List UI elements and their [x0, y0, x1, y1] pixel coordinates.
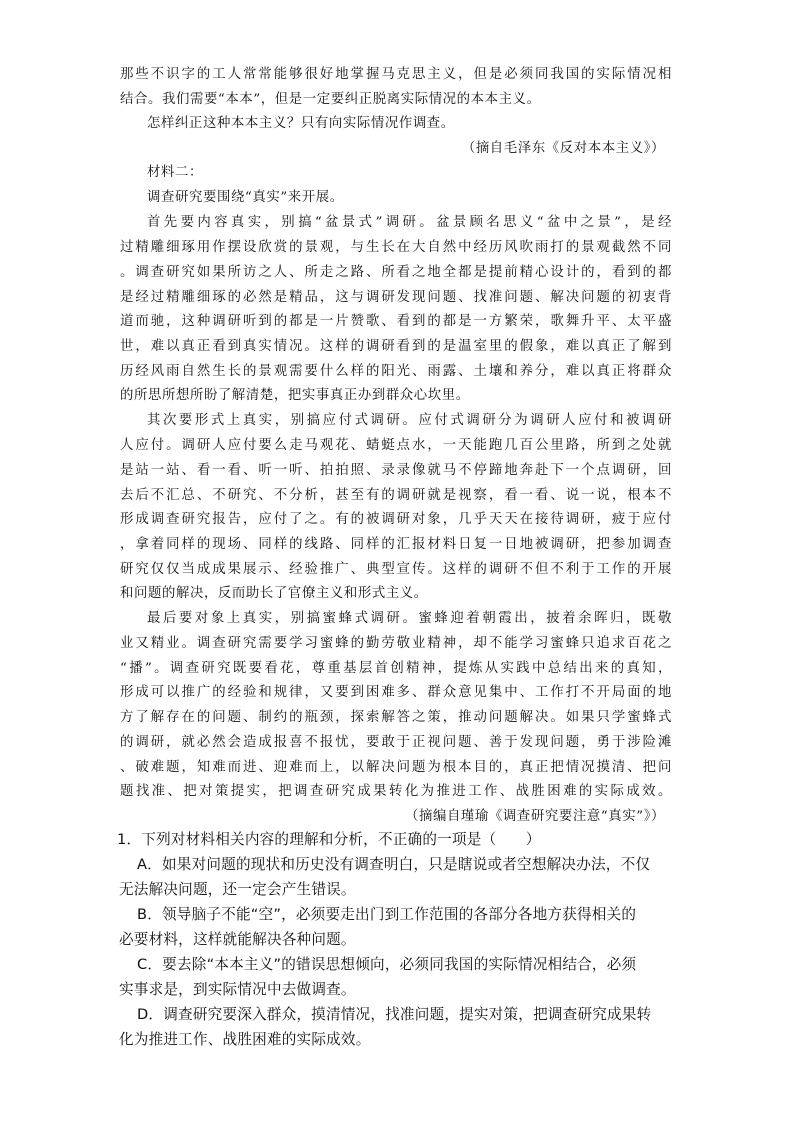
material-two-line: 人应付。调研人应付要么走马观花、蜻蜓点水，一天能跑几百公里路，所到之处就	[120, 438, 672, 453]
material-two-line: 历经风雨自然生长的景观需要什么样的阳光、雨露、土壤和养分，难以真正将群众	[120, 364, 672, 379]
material-two-line: 和问题的解决，反而助长了官僚主义和形式主义。	[120, 586, 428, 601]
material-two-line: 首先要内容真实，别搞“盆景式”调研。盆景顾名思义“盆中之景”，是经	[147, 215, 672, 230]
material-two-line: 、破难题，知难而进、迎难而上，以解决问题为根本目的，真正把情况摸清、把问	[120, 760, 672, 775]
material-two-line: 的所思所想所盼了解清楚，把实事真正办到群众心坎里。	[120, 388, 470, 403]
material-two-line: 业又精业。调查研究需要学习蜜蜂的勤劳敬业精神，却不能学习蜜蜂只追求百花之	[120, 636, 672, 651]
option-b: B．领导脑子不能“空”，必须要走出门到工作范围的各部分各地方获得相关的	[137, 906, 637, 923]
material-two-line: 题找准、把对策提实，把调查研究成果转化为推进工作、战胜困难的实际成效。	[120, 784, 672, 799]
material-one-source: （摘自毛泽东《反对本本主义》）	[461, 141, 665, 156]
material-two-line: 世，难以真正看到真实情况。这样的调研看到的是温室里的假象，难以真正了解到	[120, 339, 672, 354]
material-two-line: 道而驰，这种调研听到的都是一片赞歌、看到的都是一方繁荣，歌舞升平、太平盛	[120, 314, 672, 329]
material-two-source: （摘编自瑾瑜《调查研究要注意“真实”》）	[404, 809, 665, 824]
material-two-line: ，拿着同样的现场、同样的线路、同样的汇报材料日复一日地被调研，把参加调查	[120, 537, 672, 552]
material-one-line: 结合。我们需要“本本”，但是一定要纠正脱离实际情况的本本主义。	[120, 92, 541, 107]
material-two-line: 形成可以推广的经验和规律，又要到困难多、群众意见集中、工作打不开局面的地	[120, 685, 672, 700]
material-two-line: 最后要对象上真实，别搞蜜蜂式调研。蜜蜂迎着朝霞出，披着余晖归，既敬	[147, 611, 672, 626]
material-two-line: “播”。调查研究既要看花，尊重基层首创精神，提炼从实践中总结出来的真知，	[120, 661, 672, 676]
material-two-line: 形成调查研究报告，应付了之。有的被调研对象，几乎天天在接待调研，疲于应付	[120, 512, 672, 527]
option-a: A．如果对问题的现状和历史没有调查明白，只是瞎说或者空想解决办法，不仅	[137, 856, 651, 873]
material-two-line: 。调查研究如果所访之人、所走之路、所看之地全都是提前精心设计的，看到的都	[120, 265, 672, 280]
material-two-heading: 材料二：	[147, 165, 203, 180]
option-a-continuation: 无法解决问题，还一定会产生错误。	[119, 881, 356, 898]
question-stem: 1．下列对材料相关内容的理解和分析，不正确的一项是（ ）	[117, 831, 541, 848]
option-c-continuation: 实事求是，到实际情况中去做调查。	[119, 981, 356, 998]
material-two-line: 去后不汇总、不研究、不分析，甚至有的调研就是视察，看一看、说一说，根本不	[120, 488, 672, 503]
material-two-line: 的调研，就必然会造成报喜不报忧，要敢于正视问题、善于发现问题，勇于涉险滩	[120, 735, 672, 750]
material-two-line: 其次要形式上真实，别搞应付式调研。应付式调研分为调研人应付和被调研	[147, 413, 672, 428]
option-d-continuation: 化为推进工作、战胜困难的实际成效。	[119, 1031, 371, 1048]
material-one-line: 怎样纠正这种本本主义？只有向实际情况作调查。	[147, 116, 455, 131]
option-b-continuation: 必要材料，这样就能解决各种问题。	[119, 931, 356, 948]
material-one-line: 那些不识字的工人常常能够很好地掌握马克思主义，但是必须同我国的实际情况相	[120, 67, 672, 82]
material-two-line: 是经过精雕细琢的必然是精品，这与调研发现问题、找准问题、解决问题的初衷背	[120, 290, 672, 305]
material-two-line: 是站一站、看一看、听一听、拍拍照、录录像就马不停蹄地奔赴下一个点调研，回	[120, 463, 672, 478]
option-c: C．要去除“本本主义”的错误思想倾向，必须同我国的实际情况相结合，必须	[137, 956, 637, 973]
material-two-line: 过精雕细琢用作摆设欣赏的景观，与生长在大自然中经历风吹雨打的景观截然不同	[120, 240, 672, 255]
material-two-line: 调查研究要围绕“真实”来开展。	[147, 190, 344, 205]
option-d: D．调查研究要深入群众，摸清情况，找准问题，提实对策，把调查研究成果转	[137, 1006, 652, 1023]
material-two-line: 方了解存在的问题、制约的瓶颈，探索解答之策，推动问题解决。如果只学蜜蜂式	[120, 710, 672, 725]
material-two-line: 研究仅仅当成成果展示、经验推广、典型宣传。这样的调研不但不利于工作的开展	[120, 562, 672, 577]
